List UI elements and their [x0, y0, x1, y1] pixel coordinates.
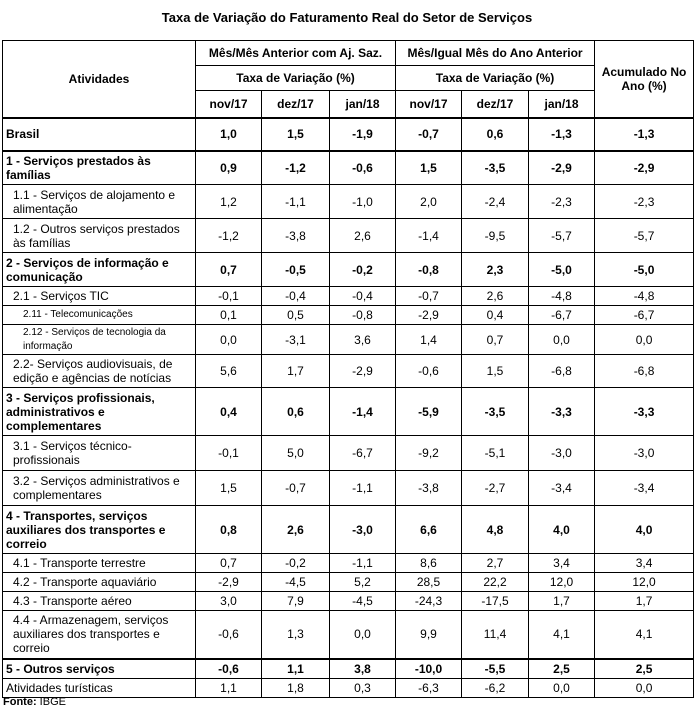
cell-value: 5,2 — [330, 573, 396, 592]
cell-value: -3,5 — [462, 388, 529, 436]
table-row — [3, 118, 694, 151]
cell-value: -0,5 — [262, 253, 330, 287]
table-row — [3, 679, 694, 698]
cell-value: 0,8 — [196, 506, 262, 554]
cell-value: 1,7 — [262, 355, 330, 388]
cell-value: -0,2 — [262, 554, 330, 573]
cell-value: 0,0 — [529, 325, 595, 355]
cell-value: -4,5 — [262, 573, 330, 592]
row-label: 3.2 - Serviços administrativos e complementares — [3, 471, 196, 506]
cell-value: 0,0 — [595, 325, 694, 355]
cell-value: -1,2 — [262, 151, 330, 185]
cell-value: 0,1 — [196, 306, 262, 325]
cell-value: 0,7 — [462, 325, 529, 355]
cell-value: 3,4 — [529, 554, 595, 573]
cell-value: 1,5 — [396, 151, 462, 185]
row-label: 4.1 - Transporte terrestre — [3, 554, 196, 573]
row-label: 3.1 - Serviços técnico-profissionais — [3, 436, 196, 471]
cell-value: 1,3 — [262, 611, 330, 659]
cell-value: 22,2 — [462, 573, 529, 592]
cell-value: -17,5 — [462, 592, 529, 611]
cell-value: 2,7 — [462, 554, 529, 573]
cell-value: -0,7 — [396, 118, 462, 151]
cell-value: -5,5 — [462, 659, 529, 679]
cell-value: -0,7 — [396, 287, 462, 306]
table-row — [3, 554, 694, 573]
cell-value: 0,3 — [330, 679, 396, 698]
cell-value: 0,9 — [196, 151, 262, 185]
cell-value: -0,8 — [330, 306, 396, 325]
table-row — [3, 219, 694, 253]
cell-value: -0,1 — [196, 287, 262, 306]
table-row — [3, 436, 694, 471]
cell-value: -9,5 — [462, 219, 529, 253]
cell-value: -24,3 — [396, 592, 462, 611]
source-value: IBGE — [39, 696, 66, 708]
cell-value: -6,7 — [529, 306, 595, 325]
cell-value: 2,5 — [595, 659, 694, 679]
row-label: 4.2 - Transporte aquaviário — [3, 573, 196, 592]
row-label: 4.3 - Transporte aéreo — [3, 592, 196, 611]
row-label: 4 - Transportes, serviços auxiliares dos transportes e correio — [3, 506, 196, 554]
cell-value: 2,6 — [462, 287, 529, 306]
cell-value: -6,8 — [595, 355, 694, 388]
row-label: 2 - Serviços de informação e comunicação — [3, 253, 196, 287]
cell-value: -0,6 — [330, 151, 396, 185]
row-label: 4.4 - Armazenagem, serviços auxiliares dos transportes e correio — [3, 611, 196, 659]
cell-value: 4,1 — [595, 611, 694, 659]
cell-value: -1,9 — [330, 118, 396, 151]
cell-value: -2,3 — [595, 185, 694, 219]
table-row — [3, 388, 694, 436]
cell-value: 0,0 — [595, 679, 694, 698]
cell-value: 1,7 — [595, 592, 694, 611]
cell-value: -6,7 — [595, 306, 694, 325]
cell-value: -1,2 — [196, 219, 262, 253]
cell-value: 12,0 — [595, 573, 694, 592]
cell-value: -5,7 — [595, 219, 694, 253]
cell-value: 0,6 — [262, 388, 330, 436]
cell-value: -0,1 — [196, 436, 262, 471]
header-acumulado: Acumulado No Ano (%) — [595, 41, 694, 118]
cell-value: -5,1 — [462, 436, 529, 471]
cell-value: -3,4 — [529, 471, 595, 506]
cell-value: 3,8 — [330, 659, 396, 679]
row-label: 2.2- Serviços audiovisuais, de edição e agências de notícias — [3, 355, 196, 388]
cell-value: 4,1 — [529, 611, 595, 659]
cell-value: 2,6 — [330, 219, 396, 253]
header-taxa-1: Taxa de Variação (%) — [196, 66, 396, 91]
cell-value: 1,5 — [462, 355, 529, 388]
header-atividades: Atividades — [3, 41, 196, 118]
cell-value: -3,3 — [529, 388, 595, 436]
cell-value: -4,5 — [330, 592, 396, 611]
cell-value: -1,4 — [330, 388, 396, 436]
table-row — [3, 592, 694, 611]
cell-value: 8,6 — [396, 554, 462, 573]
cell-value: 28,5 — [396, 573, 462, 592]
cell-value: 2,0 — [396, 185, 462, 219]
row-label: 3 - Serviços profissionais, administrativos e complementares — [3, 388, 196, 436]
header-month: jan/18 — [330, 91, 396, 118]
cell-value: -2,9 — [396, 306, 462, 325]
table-title: Taxa de Variação do Faturamento Real do Setor de Serviços — [161, 10, 533, 25]
row-label: Atividades turísticas — [3, 679, 196, 698]
cell-value: 4,8 — [462, 506, 529, 554]
table-row — [3, 471, 694, 506]
row-label: 1.2 - Outros serviços prestados às famílias — [3, 219, 196, 253]
header-month: jan/18 — [529, 91, 595, 118]
table-row — [3, 506, 694, 554]
cell-value: -0,4 — [262, 287, 330, 306]
cell-value: -2,9 — [196, 573, 262, 592]
cell-value: 1,5 — [262, 118, 330, 151]
cell-value: -2,7 — [462, 471, 529, 506]
cell-value: -1,1 — [262, 185, 330, 219]
cell-value: -3,1 — [262, 325, 330, 355]
cell-value: -3,8 — [262, 219, 330, 253]
cell-value: -3,5 — [462, 151, 529, 185]
cell-value: 0,0 — [529, 679, 595, 698]
cell-value: 12,0 — [529, 573, 595, 592]
cell-value: -6,7 — [330, 436, 396, 471]
cell-value: 3,6 — [330, 325, 396, 355]
cell-value: -2,9 — [595, 151, 694, 185]
table-row — [3, 185, 694, 219]
cell-value: 4,0 — [529, 506, 595, 554]
row-label: 2.11 - Telecomunicações — [3, 306, 196, 325]
table-row — [3, 325, 694, 355]
cell-value: 1,8 — [262, 679, 330, 698]
row-label: 1.1 - Serviços de alojamento e alimentação — [3, 185, 196, 219]
source-label: Fonte: — [3, 696, 37, 708]
header-month: dez/17 — [462, 91, 529, 118]
cell-value: -3,4 — [595, 471, 694, 506]
cell-value: -1,0 — [330, 185, 396, 219]
header-month: nov/17 — [196, 91, 262, 118]
header-month: nov/17 — [396, 91, 462, 118]
cell-value: -1,1 — [330, 471, 396, 506]
cell-value: -3,0 — [595, 436, 694, 471]
cell-value: 5,6 — [196, 355, 262, 388]
cell-value: -5,9 — [396, 388, 462, 436]
cell-value: -3,0 — [529, 436, 595, 471]
cell-value: -1,3 — [595, 118, 694, 151]
cell-value: -4,8 — [595, 287, 694, 306]
cell-value: -3,0 — [330, 506, 396, 554]
cell-value: 7,9 — [262, 592, 330, 611]
cell-value: -3,3 — [595, 388, 694, 436]
table-row — [3, 306, 694, 325]
cell-value: 11,4 — [462, 611, 529, 659]
cell-value: -0,2 — [330, 253, 396, 287]
header-group-mes-anterior: Mês/Mês Anterior com Aj. Saz. — [196, 41, 396, 66]
cell-value: -4,8 — [529, 287, 595, 306]
cell-value: -1,4 — [396, 219, 462, 253]
cell-value: -6,2 — [462, 679, 529, 698]
cell-value: -0,8 — [396, 253, 462, 287]
table-row — [3, 253, 694, 287]
cell-value: -1,1 — [330, 554, 396, 573]
cell-value: -2,3 — [529, 185, 595, 219]
cell-value: 0,5 — [262, 306, 330, 325]
cell-value: -2,4 — [462, 185, 529, 219]
cell-value: -3,8 — [396, 471, 462, 506]
cell-value: 1,5 — [196, 471, 262, 506]
row-label: Brasil — [3, 118, 196, 151]
cell-value: -0,6 — [196, 659, 262, 679]
cell-value: 6,6 — [396, 506, 462, 554]
cell-value: 1,1 — [262, 659, 330, 679]
table-row — [3, 573, 694, 592]
cell-value: 0,7 — [196, 554, 262, 573]
cell-value: 1,2 — [196, 185, 262, 219]
cell-value: 3,4 — [595, 554, 694, 573]
header-month: dez/17 — [262, 91, 330, 118]
cell-value: 9,9 — [396, 611, 462, 659]
cell-value: 0,0 — [196, 325, 262, 355]
cell-value: -6,8 — [529, 355, 595, 388]
cell-value: -6,3 — [396, 679, 462, 698]
table-row — [3, 659, 694, 679]
row-label: 5 - Outros serviços — [3, 659, 196, 679]
cell-value: 0,6 — [462, 118, 529, 151]
cell-value: -0,4 — [330, 287, 396, 306]
cell-value: 5,0 — [262, 436, 330, 471]
cell-value: -0,7 — [262, 471, 330, 506]
header-group-ano-anterior: Mês/Igual Mês do Ano Anterior — [396, 41, 595, 66]
cell-value: 0,4 — [196, 388, 262, 436]
cell-value: 1,7 — [529, 592, 595, 611]
table-row — [3, 151, 694, 185]
cell-value: -5,0 — [529, 253, 595, 287]
cell-value: -2,9 — [330, 355, 396, 388]
row-label: 1 - Serviços prestados às famílias — [3, 151, 196, 185]
data-table — [2, 40, 694, 698]
table-row — [3, 355, 694, 388]
row-label: 2.12 - Serviços de tecnologia da informação — [3, 325, 196, 355]
cell-value: 1,4 — [396, 325, 462, 355]
cell-value: -0,6 — [196, 611, 262, 659]
cell-value: 0,7 — [196, 253, 262, 287]
cell-value: -5,0 — [595, 253, 694, 287]
cell-value: -5,7 — [529, 219, 595, 253]
cell-value: 1,0 — [196, 118, 262, 151]
table-row — [3, 287, 694, 306]
cell-value: 4,0 — [595, 506, 694, 554]
table-row — [3, 611, 694, 659]
cell-value: -0,6 — [396, 355, 462, 388]
cell-value: 0,0 — [330, 611, 396, 659]
cell-value: 2,6 — [262, 506, 330, 554]
cell-value: 3,0 — [196, 592, 262, 611]
cell-value: -9,2 — [396, 436, 462, 471]
source-note — [3, 696, 66, 708]
cell-value: 2,5 — [529, 659, 595, 679]
cell-value: -10,0 — [396, 659, 462, 679]
cell-value: -2,9 — [529, 151, 595, 185]
cell-value: -1,3 — [529, 118, 595, 151]
cell-value: 2,3 — [462, 253, 529, 287]
cell-value: 0,4 — [462, 306, 529, 325]
row-label: 2.1 - Serviços TIC — [3, 287, 196, 306]
header-taxa-2: Taxa de Variação (%) — [396, 66, 595, 91]
cell-value: 1,1 — [196, 679, 262, 698]
